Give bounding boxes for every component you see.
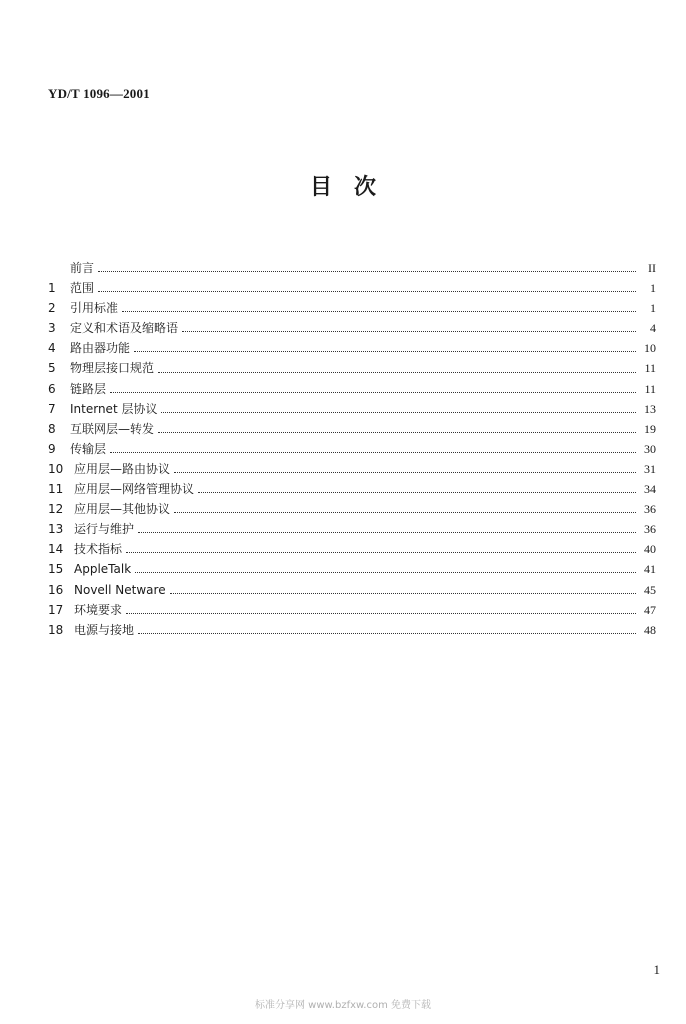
toc-entry-label: 技术指标 bbox=[74, 542, 123, 557]
toc-entry-label: 传输层 bbox=[70, 441, 107, 456]
toc-leader-dots bbox=[110, 391, 636, 393]
toc-entry-number: 7 bbox=[48, 401, 56, 416]
toc-entry[interactable] bbox=[48, 600, 656, 620]
toc-entry-number: 16 bbox=[48, 582, 64, 597]
toc-entry-page: 1 bbox=[650, 301, 656, 316]
toc-entry-page: 19 bbox=[644, 421, 656, 436]
toc-entry-number: 6 bbox=[48, 381, 56, 396]
toc-leader-dots bbox=[138, 632, 636, 634]
toc-entry-number: 12 bbox=[48, 502, 64, 517]
toc-entry-page: 41 bbox=[644, 562, 656, 577]
toc-leader-dots bbox=[134, 350, 636, 352]
toc-entry-number: 8 bbox=[48, 421, 56, 436]
toc-entry[interactable] bbox=[48, 459, 656, 479]
toc-entry-label: Internet 层协议 bbox=[70, 401, 158, 416]
toc-entry-number: 4 bbox=[48, 341, 56, 356]
toc-entry[interactable] bbox=[48, 298, 656, 318]
toc-entry-number: 10 bbox=[48, 461, 64, 476]
toc-entry-label: 电源与接地 bbox=[74, 622, 135, 637]
toc-leader-dots bbox=[198, 491, 636, 493]
toc-leader-dots bbox=[174, 511, 636, 513]
toc-entry[interactable] bbox=[48, 419, 656, 439]
toc-entry-number: 5 bbox=[48, 361, 56, 376]
toc-entry-page: 40 bbox=[644, 542, 656, 557]
toc-entry-label: 运行与维护 bbox=[74, 522, 135, 537]
toc-leader-dots bbox=[98, 270, 636, 272]
toc-entry[interactable] bbox=[48, 399, 656, 419]
toc-entry-number: 17 bbox=[48, 602, 64, 617]
toc-entry-number: 15 bbox=[48, 562, 64, 577]
toc-entry[interactable] bbox=[48, 379, 656, 399]
standard-code: YD/T 1096—2001 bbox=[48, 86, 150, 101]
toc-entry-label: 应用层—网络管理协议 bbox=[74, 482, 195, 497]
toc-entry-page: 11 bbox=[644, 361, 656, 376]
toc-leader-dots bbox=[161, 411, 636, 413]
toc-entry-page: 31 bbox=[644, 461, 656, 476]
toc-entry-page: 48 bbox=[644, 622, 656, 637]
toc-entry[interactable] bbox=[48, 358, 656, 378]
toc-entry-page: 11 bbox=[644, 381, 656, 396]
toc-entry-number: 11 bbox=[48, 482, 64, 497]
toc-entry[interactable] bbox=[48, 318, 656, 338]
toc-entry-label: 范围 bbox=[70, 281, 95, 296]
toc-leader-dots bbox=[110, 451, 636, 453]
page-number: 1 bbox=[653, 962, 660, 977]
toc-entry[interactable] bbox=[48, 479, 656, 499]
toc-entry[interactable] bbox=[48, 499, 656, 519]
toc-entry-label: 互联网层—转发 bbox=[70, 421, 155, 436]
toc-leader-dots bbox=[122, 310, 636, 312]
toc-entry-page: 47 bbox=[644, 602, 656, 617]
toc-entry-page: 36 bbox=[644, 522, 656, 537]
toc-leader-dots bbox=[126, 612, 636, 614]
toc-entry-page: 13 bbox=[644, 401, 656, 416]
toc-entry-label: 链路层 bbox=[70, 381, 107, 396]
toc-entry-number: 18 bbox=[48, 622, 64, 637]
toc-entry-page: 34 bbox=[644, 482, 656, 497]
toc-entry[interactable] bbox=[48, 439, 656, 459]
toc-leader-dots bbox=[174, 471, 636, 473]
toc-entry-page: 1 bbox=[650, 281, 656, 296]
toc-leader-dots bbox=[138, 531, 636, 533]
toc-entry[interactable] bbox=[48, 519, 656, 539]
toc-leader-dots bbox=[135, 571, 636, 573]
toc-entry[interactable] bbox=[48, 559, 656, 579]
toc-entry-label: 定义和术语及缩略语 bbox=[70, 321, 179, 336]
toc-entry-number: 13 bbox=[48, 522, 64, 537]
toc-entry-number: 3 bbox=[48, 321, 56, 336]
toc-entry[interactable] bbox=[48, 258, 656, 278]
toc-entry-page: 36 bbox=[644, 502, 656, 517]
toc-entry-page: 10 bbox=[644, 341, 656, 356]
toc-entry-label: 应用层—路由协议 bbox=[74, 461, 171, 476]
toc-entry-label: 路由器功能 bbox=[70, 341, 131, 356]
toc-entry-label: 物理层接口规范 bbox=[70, 361, 155, 376]
toc-entry-label: Novell Netware bbox=[74, 582, 166, 597]
toc-entry-number: 14 bbox=[48, 542, 64, 557]
toc-entry-label: 环境要求 bbox=[74, 602, 123, 617]
toc-entry[interactable] bbox=[48, 539, 656, 559]
toc-entry-page: 45 bbox=[644, 582, 656, 597]
toc-leader-dots bbox=[182, 330, 636, 332]
toc-leader-dots bbox=[158, 371, 636, 373]
toc-entry-label: 应用层—其他协议 bbox=[74, 502, 171, 517]
watermark: 标准分享网 www.bzfxw.com 免费下载 bbox=[255, 1000, 431, 1011]
table-of-contents bbox=[48, 258, 656, 640]
toc-leader-dots bbox=[170, 592, 636, 594]
toc-entry-page: 30 bbox=[644, 441, 656, 456]
toc-title: 目 次 bbox=[309, 175, 376, 200]
toc-entry-label: 引用标准 bbox=[70, 301, 119, 316]
toc-leader-dots bbox=[98, 290, 636, 292]
toc-leader-dots bbox=[126, 551, 636, 553]
toc-entry-page: 4 bbox=[650, 321, 656, 336]
toc-entry-number: 9 bbox=[48, 441, 56, 456]
toc-leader-dots bbox=[158, 431, 636, 433]
toc-entry-label: 前言 bbox=[70, 261, 95, 275]
toc-entry-label: AppleTalk bbox=[74, 562, 132, 577]
toc-entry-page: II bbox=[648, 261, 656, 275]
toc-entry[interactable] bbox=[48, 580, 656, 600]
toc-entry[interactable] bbox=[48, 278, 656, 298]
toc-entry[interactable] bbox=[48, 338, 656, 358]
toc-entry-number: 2 bbox=[48, 301, 56, 316]
toc-entry[interactable] bbox=[48, 620, 656, 640]
toc-entry-number: 1 bbox=[48, 281, 56, 296]
